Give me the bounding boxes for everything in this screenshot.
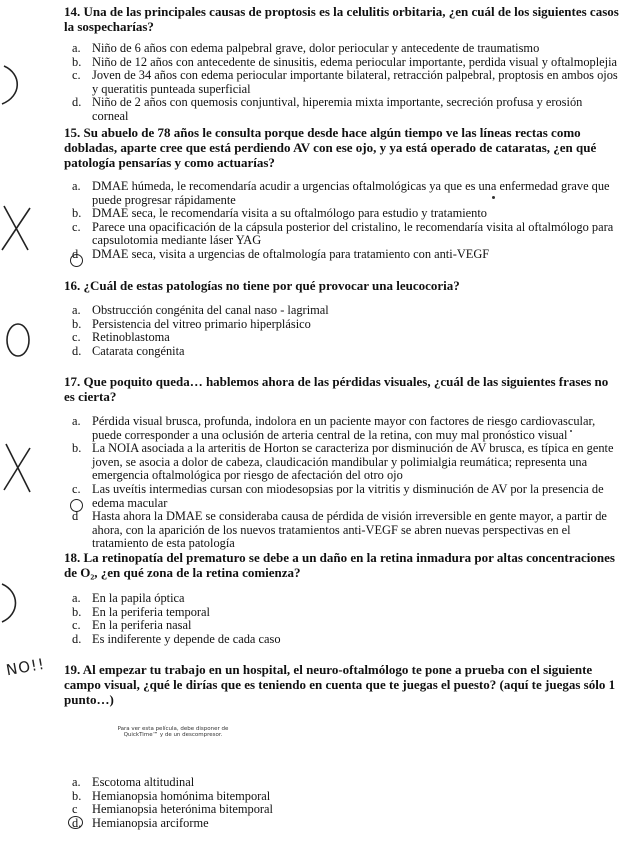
option-text: Hasta ahora la DMAE se consideraba causa de pérdida de visión irreversible en gente mayor, a partir de ahora, con la aparición de los nuevos tratamientos anti-VEGF se abren nuevas perspectivas en el tratamiento de esta patología: [92, 509, 607, 551]
option-18b: [64, 606, 620, 620]
option-19d: [64, 817, 620, 831]
option-letter: b.: [72, 788, 82, 803]
question-17: [64, 374, 620, 551]
option-text: Es indiferente y depende de cada caso: [92, 631, 281, 646]
option-letter: c.: [72, 618, 81, 633]
option-17b: [64, 442, 620, 483]
option-letter: b.: [72, 54, 82, 69]
question-16: [64, 278, 620, 358]
option-18d: [64, 633, 620, 647]
option-17a: [64, 415, 620, 442]
option-14a: [64, 42, 620, 56]
option-letter: d.: [72, 815, 82, 830]
question-14-text: 14. Una de las principales causas de proptosis es la celulitis orbitaria, ¿en cuál de los siguientes casos la sospecharías?: [64, 4, 619, 34]
option-14b: [64, 56, 620, 70]
margin-circle-icon: [7, 324, 29, 356]
option-text: En la periferia nasal: [92, 618, 192, 633]
question-17-text: 17. Que poquito queda… hablemos ahora de las pérdidas visuales, ¿cuál de las siguientes frases no es cierta?: [64, 374, 609, 404]
option-text: En la papila óptica: [92, 591, 185, 605]
stray-dot: [492, 196, 495, 199]
option-16a: [64, 304, 620, 318]
option-letter: d: [72, 509, 79, 524]
option-text: Hemianopsia homónima bitemporal: [92, 788, 271, 803]
question-16-text: 16. ¿Cuál de estas patologías no tiene por qué provocar una leucocoria?: [64, 278, 460, 293]
option-letter: a.: [72, 591, 81, 605]
option-letter: a.: [72, 775, 81, 789]
option-text: Joven de 34 años con edema periocular importante bilateral, retracción palpebral, proptosis en ambos ojos y queratitis punteada superficial: [92, 68, 618, 96]
question-15-text: 15. Su abuelo de 78 años le consulta porque desde hace algún tiempo ve las líneas rectas como dobladas, aparte cree que está perdiendo AV con ese ojo, y ya está operado de cataratas, ¿en qué patología pensarías y como actuarías?: [64, 125, 597, 170]
option-15d: [64, 248, 620, 262]
option-17c: [64, 483, 620, 510]
option-letter: c.: [72, 481, 81, 496]
option-letter: c.: [72, 219, 81, 234]
option-15a: [64, 180, 620, 207]
option-text: La NOIA asociada a la arteritis de Horton se caracteriza por disminución de AV brusca, es típica en gente joven, se asocia a dolor de cabeza, claudicación mandibular y polimialgia reumática; representa una emergencia oftalmológica por riesgo de afectación del otro ojo: [92, 441, 614, 483]
answer-circle-17d: [70, 499, 83, 512]
question-18-options: [64, 592, 620, 646]
answer-circle-19c: [68, 816, 83, 829]
option-16c: [64, 331, 620, 345]
option-16d: [64, 345, 620, 359]
handwritten-arc-14: [0, 60, 30, 110]
option-text: Niño de 12 años con antecedente de sinusitis, edema periocular importante, perdida visual y oftalmoplejia: [92, 54, 618, 69]
margin-arc-icon: [2, 66, 17, 104]
option-text: Hemianopsia heterónima bitemporal: [92, 802, 273, 817]
question-15: [64, 125, 620, 262]
option-text: Parece una opacificación de la cápsula posterior del cristalino, le recomendaría visita al oftalmólogo para capsulotomia mediante láser YAG: [92, 219, 614, 248]
option-text: Niño de 6 años con edema palpebral grave, dolor periocular y antecedente de traumatismo: [92, 41, 540, 55]
option-text: Hemianopsia arciforme: [92, 815, 209, 830]
question-19-answers: [64, 776, 620, 830]
question-18: [64, 550, 620, 646]
option-letter: d.: [72, 343, 82, 358]
option-letter: b.: [72, 604, 82, 619]
option-19a: [64, 776, 620, 790]
option-text: Obstrucción congénita del canal naso - lagrimal: [92, 303, 329, 317]
option-letter: a.: [72, 414, 81, 428]
option-19c: [64, 803, 620, 817]
option-15b: [64, 207, 620, 221]
question-19-text: 19. Al empezar tu trabajo en un hospital, el neuro-oftalmólogo te pone a prueba con el siguiente campo visual, ¿qué le dirías que es teniendo en cuenta que te juegas el puesto? (aquí te juegas sólo 1 punto…): [64, 662, 616, 707]
option-14d: [64, 96, 620, 123]
handwritten-no-note: NO!!: [4, 654, 47, 680]
handwritten-arc-18: [0, 580, 30, 628]
option-text: DMAE seca, le recomendaría visita a su oftalmólogo para estudio y tratamiento: [92, 206, 487, 221]
question-16-options: [64, 304, 620, 358]
option-text: Pérdida visual brusca, profunda, indolora en un paciente mayor con factores de riesgo cardiovascular, puede corresponder a una oclusión de arteria central de la retina, con muy mal pronóstico visual: [92, 414, 596, 442]
option-letter: c.: [72, 330, 81, 345]
option-letter: d.: [72, 631, 82, 646]
option-text: Escotoma altitudinal: [92, 775, 195, 789]
option-17d: [64, 510, 620, 551]
option-letter: b.: [72, 441, 82, 456]
option-letter: d: [72, 246, 79, 261]
option-letter: b.: [72, 206, 82, 221]
option-text: Niño de 2 años con quemosis conjuntival, hiperemia mixta importante, secreción profusa y erosión corneal: [92, 95, 583, 123]
option-text: En la periferia temporal: [92, 604, 210, 619]
option-letter: a.: [72, 179, 81, 193]
option-14c: [64, 69, 620, 96]
option-19b: [64, 790, 620, 804]
option-15c: [64, 221, 620, 248]
option-letter: c: [72, 802, 78, 817]
option-18a: [64, 592, 620, 606]
option-letter: b.: [72, 316, 82, 331]
margin-cross-icon: [2, 206, 30, 250]
option-text: DMAE seca, visita a urgencias de oftalmología para tratamiento con anti-VEGF: [92, 246, 490, 261]
handwritten-circle-16: [0, 318, 34, 362]
margin-cross-icon: [4, 444, 30, 492]
handwritten-cross-17: [0, 438, 34, 498]
question-14-options: [64, 42, 620, 124]
option-letter: a.: [72, 41, 81, 55]
option-text: DMAE húmeda, le recomendaría acudir a urgencias oftalmológicas ya que es una enfermedad grave que puede progresar rápidamente: [92, 179, 610, 207]
answer-circle-15d: [70, 254, 83, 267]
question-14: [64, 4, 620, 124]
stray-dot: [570, 430, 572, 432]
handwritten-cross-15: [0, 200, 34, 256]
option-text: Persistencia del vitreo primario hiperplásico: [92, 316, 311, 331]
option-text: Retinoblastoma: [92, 330, 170, 345]
question-18-text: 18. La retinopatía del prematuro se debe a un daño en la retina inmadura por altas concentraciones de O₂, ¿en qué zona de la retina comienza?: [64, 550, 615, 580]
option-letter: d.: [72, 95, 82, 110]
question-19-options: [64, 776, 620, 830]
question-17-options: [64, 415, 620, 551]
quicktime-placeholder: Para ver esta película, debe disponer de QuickTime™ y de un descompresor.: [117, 726, 229, 738]
option-letter: c.: [72, 68, 81, 83]
margin-arc-icon: [2, 584, 16, 622]
option-text: Catarata congénita: [92, 343, 185, 358]
option-16b: [64, 318, 620, 332]
question-15-options: [64, 180, 620, 262]
option-text: Las uveítis intermedias cursan con miodesopsias por la vitritis y disminución de AV por la presencia de edema macular: [92, 481, 604, 510]
option-letter: a.: [72, 303, 81, 317]
option-18c: [64, 619, 620, 633]
question-19: [64, 662, 620, 707]
